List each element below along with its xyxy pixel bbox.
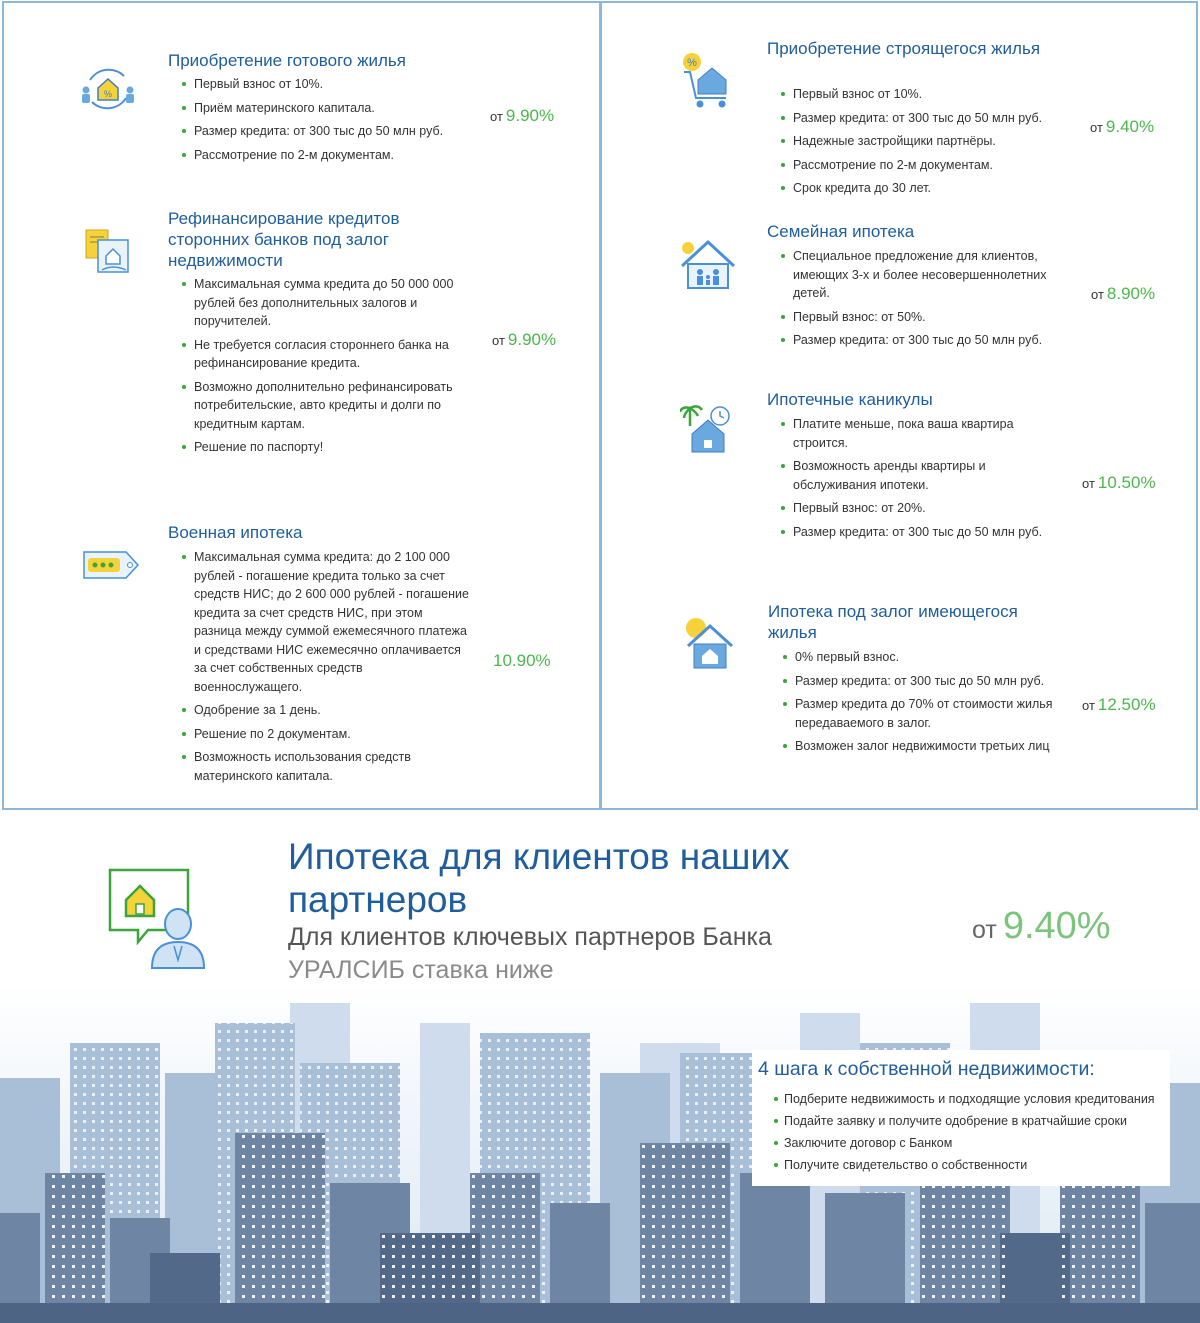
list-item: Первый взнос от 10%.	[781, 85, 1071, 104]
list-item: Первый взнос: от 20%.	[781, 499, 1056, 518]
product-title: Военная ипотека	[168, 523, 303, 542]
rate-value: 10.90%	[493, 651, 551, 670]
list-item: 0% первый взнос.	[783, 648, 1053, 667]
sun-house-icon	[682, 616, 738, 672]
rate	[490, 651, 551, 671]
list-item: Платите меньше, пока ваша квартира строится.	[781, 415, 1056, 452]
bullet-list	[182, 75, 472, 169]
list-item: Первый взнос от 10%.	[182, 75, 472, 94]
list-item: Размер кредита до 70% от стоимости жилья передаваемого в залог.	[783, 695, 1053, 732]
list-item: Возможен залог недвижимости третьих лиц	[783, 737, 1053, 756]
rate	[1082, 473, 1156, 493]
partner-person-house-icon	[106, 866, 210, 970]
list-item: Получите свидетельство о собственности	[774, 1157, 1170, 1174]
rate-prefix: от	[492, 333, 505, 348]
list-item: Приём материнского капитала.	[182, 99, 472, 118]
bullet-list	[781, 85, 1071, 203]
bullet-list	[781, 415, 1056, 546]
product-title: Рефинансирование кредитов сторонних банков под залог недвижимости	[168, 209, 400, 270]
product-title: Ипотека под залог имеющегося жилья	[768, 602, 1018, 642]
rate-value: 9.90%	[505, 106, 555, 125]
partners-rate	[972, 905, 1111, 948]
rate	[1091, 284, 1155, 304]
document-house-icon	[84, 228, 132, 276]
list-item: Максимальная сумма кредита: до 2 100 000 рублей - погашение кредита только за счет средств НИС; до 2 600 000 рублей - погашение кредита за счет средств НИС, при этом разница между суммой ежемесячного платежа и средствами НИС ежемесячно оплачивается за счет собственных средств военнослужащего.	[182, 548, 472, 696]
list-item: Рассмотрение по 2-м документам.	[182, 146, 472, 165]
svg-text:%: %	[687, 57, 697, 69]
list-item: Специальное предложение для клиентов, имеющих 3-х и более несовершеннолетних детей.	[781, 247, 1071, 303]
list-item: Первый взнос: от 50%.	[781, 308, 1071, 327]
shopping-cart-house-icon	[680, 50, 732, 110]
subtitle-line: УРАЛСИБ ставка ниже	[288, 956, 554, 984]
list-item: Надежные застройщики партнёры.	[781, 132, 1071, 151]
rate-value: 9.90%	[507, 330, 557, 349]
rate-prefix: от	[1082, 476, 1095, 491]
rate-prefix: от	[1091, 287, 1104, 302]
list-item: Размер кредита: от 300 тыс до 50 млн руб.	[781, 109, 1071, 128]
list-item: Решение по паспорту!	[182, 438, 472, 457]
list-item: Возможность аренды квартиры и обслуживания ипотеки.	[781, 457, 1056, 494]
partners-banner	[0, 813, 1200, 1323]
rate-value: 9.40%	[1002, 905, 1111, 947]
product-title: Приобретение готового жилья	[168, 51, 406, 70]
rate	[492, 330, 556, 350]
list-item: Размер кредита: от 300 тыс до 50 млн руб.	[781, 523, 1056, 542]
list-item: Рассмотрение по 2-м документам.	[781, 156, 1071, 175]
steps-list	[758, 1091, 1170, 1174]
family-house-icon	[678, 236, 736, 292]
list-item: Срок кредита до 30 лет.	[781, 179, 1071, 198]
list-item: Подберите недвижимость и подходящие условия кредитования	[774, 1091, 1170, 1108]
bullet-list	[182, 548, 472, 790]
product-title: Приобретение строящегося жилья	[767, 39, 1041, 58]
partners-title: Ипотека для клиентов наших партнеров	[288, 836, 790, 920]
list-item: Размер кредита: от 300 тыс до 50 млн руб.	[783, 672, 1053, 691]
list-item: Заключите договор с Банком	[774, 1135, 1170, 1152]
list-item: Одобрение за 1 день.	[182, 701, 472, 720]
svg-text:%: %	[103, 89, 113, 99]
bullet-list	[182, 275, 472, 462]
rate-prefix: от	[1090, 120, 1103, 135]
military-tag-icon	[82, 548, 140, 582]
list-item: Подайте заявку и получите одобрение в кратчайшие сроки	[774, 1113, 1170, 1130]
rate-value: 8.90%	[1106, 284, 1156, 303]
rate	[1090, 117, 1154, 137]
list-item: Возможность использования средств материнского капитала.	[182, 748, 472, 785]
rate	[1082, 695, 1156, 715]
subtitle-line: Для клиентов ключевых партнеров Банка	[288, 923, 772, 951]
partners-subtitle	[288, 921, 888, 987]
rate-value: 10.50%	[1097, 473, 1156, 492]
list-item: Максимальная сумма кредита до 50 000 000 рублей без дополнительных залогов и поручителей.	[182, 275, 472, 331]
list-item: Решение по 2 документам.	[182, 725, 472, 744]
list-item: Возможно дополнительно рефинансировать потребительские, авто кредиты и долги по кредитным картам.	[182, 378, 472, 434]
house-exchange-icon	[80, 66, 136, 112]
palm-clock-house-icon	[680, 402, 732, 454]
product-title: Ипотечные каникулы	[767, 390, 933, 409]
list-item: Размер кредита: от 300 тыс до 50 млн руб.	[781, 331, 1071, 350]
steps-box	[752, 1050, 1170, 1186]
bullet-list	[781, 247, 1071, 355]
bullet-list	[783, 648, 1053, 761]
rate	[490, 106, 554, 126]
rate-value: 9.40%	[1105, 117, 1155, 136]
rate-prefix: от	[1082, 698, 1095, 713]
rate-prefix: от	[972, 916, 997, 944]
product-title: Семейная ипотека	[767, 222, 915, 241]
rate-prefix: от	[490, 109, 503, 124]
list-item: Не требуется согласия стороннего банка на рефинансирование кредита.	[182, 336, 472, 373]
rate-value: 12.50%	[1097, 695, 1156, 714]
steps-title: 4 шага к собственной недвижимости:	[758, 1058, 1095, 1080]
list-item: Размер кредита: от 300 тыс до 50 млн руб.	[182, 122, 472, 141]
